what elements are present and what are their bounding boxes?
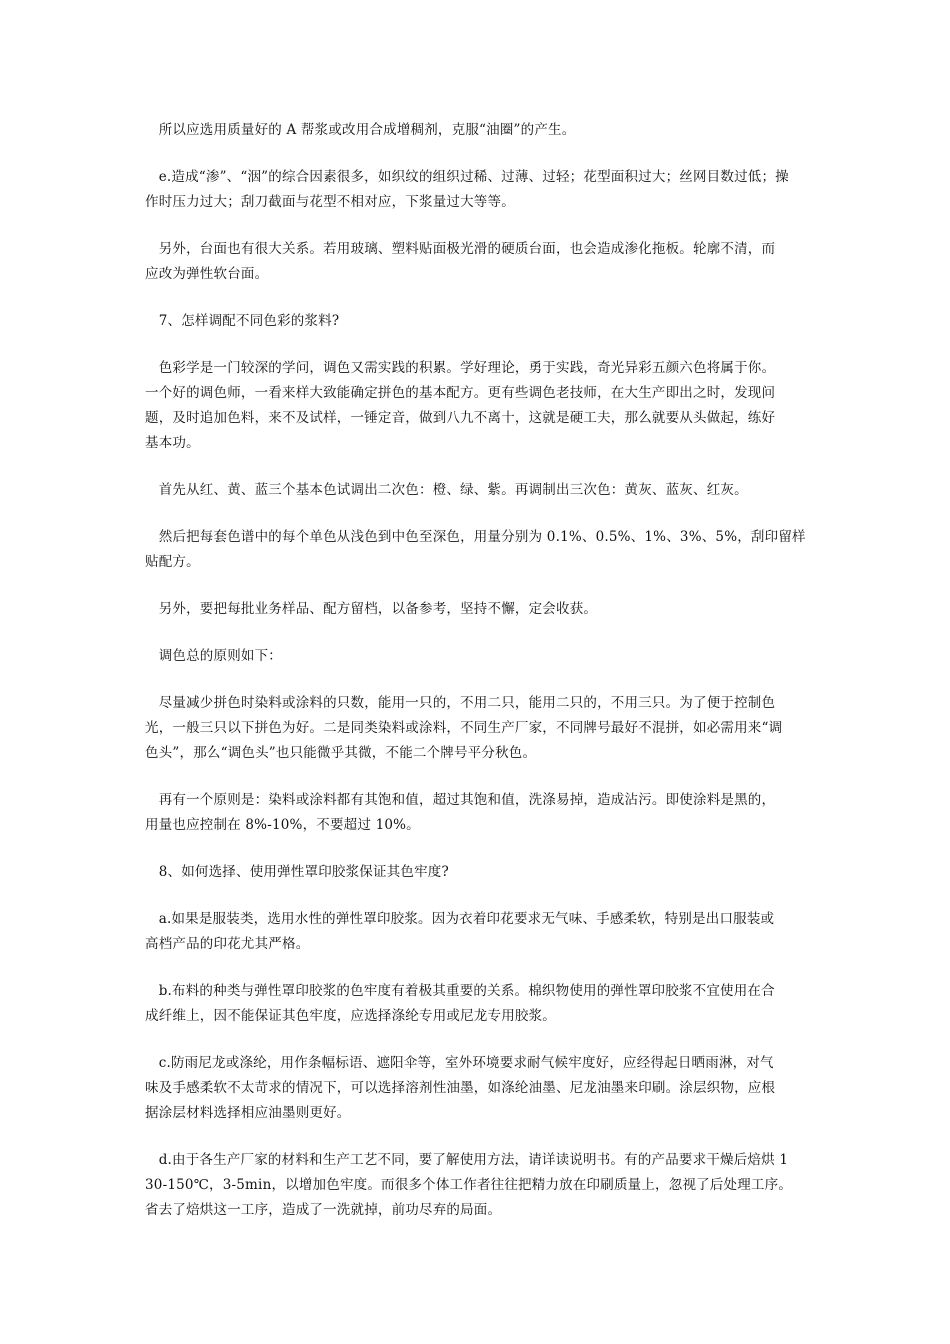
paragraph <box>145 309 807 334</box>
paragraph-line: 再有一个原则是：染料或涂料都有其饱和值，超过其饱和值，洗涤易掉，造成沾污。即使涂料是黑的， <box>145 792 776 808</box>
paragraph-line: 然后把每套色谱中的每个单色从浅色到中色至深色，用量分别为 0.1%、0.5%、1%、3%、5%，刮印留样 <box>145 529 806 545</box>
paragraph-line: 基本功。 <box>145 435 200 451</box>
paragraph-line: 所以应选用质量好的 A 帮浆或改用合成增稠剂，克服“油圈”的产生。 <box>145 122 576 138</box>
paragraph <box>145 644 807 669</box>
paragraph-line: 成纤维上，因不能保证其色牢度，应选择涤纶专用或尼龙专用胶浆。 <box>145 1008 556 1024</box>
paragraph <box>145 907 807 957</box>
paragraph <box>145 597 807 622</box>
paragraph-line: 色头”，那么“调色头”也只能微乎其微，不能二个牌号平分秋色。 <box>145 745 537 761</box>
paragraph <box>145 478 807 503</box>
paragraph-line: c.防雨尼龙或涤纶，用作条幅标语、遮阳伞等，室外环境要求耐气候牢度好，应经得起日晒雨淋，对气 <box>145 1055 774 1071</box>
paragraph-line: 据涂层材料选择相应油墨则更好。 <box>145 1105 351 1121</box>
paragraph-line: 贴配方。 <box>145 554 200 570</box>
paragraph-line: 省去了焙烘这一工序，造成了一洗就掉，前功尽弃的局面。 <box>145 1202 502 1218</box>
paragraph-line: 30-150℃，3-5min，以增加色牢度。而很多个体工作者往往把精力放在印刷质量上，忽视了后处理工序。 <box>145 1177 793 1193</box>
paragraph-line: 作时压力过大；刮刀截面与花型不相对应，下浆量过大等等。 <box>145 194 515 210</box>
paragraph-line: 调色总的原则如下： <box>145 648 282 664</box>
paragraph <box>145 165 807 215</box>
paragraph-line: 尽量减少拼色时染料或涂料的只数，能用一只的，不用二只，能用二只的，不用三只。为了便于控制色 <box>145 695 776 711</box>
paragraph-line: 8、如何选择、使用弹性罩印胶浆保证其色牢度? <box>145 864 449 880</box>
paragraph-line: 光，一般三只以下拼色为好。二是同类染料或涂料，不同生产厂家，不同牌号最好不混拼，如必需用来“调 <box>145 720 783 736</box>
paragraph <box>145 1148 807 1223</box>
paragraph-line: 用量也应控制在 8%-10%，不要超过 10%。 <box>145 817 420 833</box>
paragraph-line: 味及手感柔软不太苛求的情况下，可以选择溶剂性油墨，如涤纶油墨、尼龙油墨来印刷。涂层织物，应根 <box>145 1080 776 1096</box>
paragraph <box>145 788 807 838</box>
paragraph-line: b.布料的种类与弹性罩印胶浆的色牢度有着极其重要的关系。棉织物使用的弹性罩印胶浆不宜使用在合 <box>145 983 775 999</box>
paragraph-line: 另外，要把每批业务样品、配方留档，以备参考，坚持不懈，定会收获。 <box>145 601 598 617</box>
paragraph-line: 高档产品的印花尤其严格。 <box>145 936 310 952</box>
paragraph <box>145 691 807 766</box>
paragraph-line: 首先从红、黄、蓝三个基本色试调出二次色：橙、绿、紫。再调制出三次色：黄灰、蓝灰、红灰。 <box>145 482 748 498</box>
paragraph-line: 应改为弹性软台面。 <box>145 266 269 282</box>
paragraph <box>145 118 807 143</box>
paragraph-line: 另外，台面也有很大关系。若用玻璃、塑料贴面极光滑的硬质台面，也会造成渗化拖板。轮廓不清，而 <box>145 241 776 257</box>
paragraph-line: 题，及时追加色料，来不及试样，一锤定音，做到八九不离十，这就是硬工夫，那么就要从头做起，练好 <box>145 410 776 426</box>
paragraph-line: e.造成“渗”、“洇”的综合因素很多，如织纹的组织过稀、过薄、过轻；花型面积过大；丝网目数过低；操 <box>145 169 789 185</box>
paragraph <box>145 356 807 456</box>
paragraph <box>145 1051 807 1126</box>
paragraph <box>145 860 807 885</box>
paragraph-line: 色彩学是一门较深的学问，调色又需实践的积累。学好理论，勇于实践，奇光异彩五颜六色将属于你。 <box>145 360 776 376</box>
paragraph-line: 一个好的调色师，一看来样大致能确定拼色的基本配方。更有些调色老技师，在大生产即出之时，发现问 <box>145 385 776 401</box>
paragraph <box>145 525 807 575</box>
paragraph <box>145 237 807 287</box>
paragraph-line: 7、怎样调配不同色彩的浆料? <box>145 313 340 329</box>
paragraph <box>145 979 807 1029</box>
paragraph-line: a.如果是服装类，选用水性的弹性罩印胶浆。因为衣着印花要求无气味、手感柔软，特别是出口服装或 <box>145 911 775 927</box>
document-body <box>145 118 807 1223</box>
paragraph-line: d.由于各生产厂家的材料和生产工艺不同，要了解使用方法，请详读说明书。有的产品要求干燥后焙烘 1 <box>145 1152 789 1168</box>
